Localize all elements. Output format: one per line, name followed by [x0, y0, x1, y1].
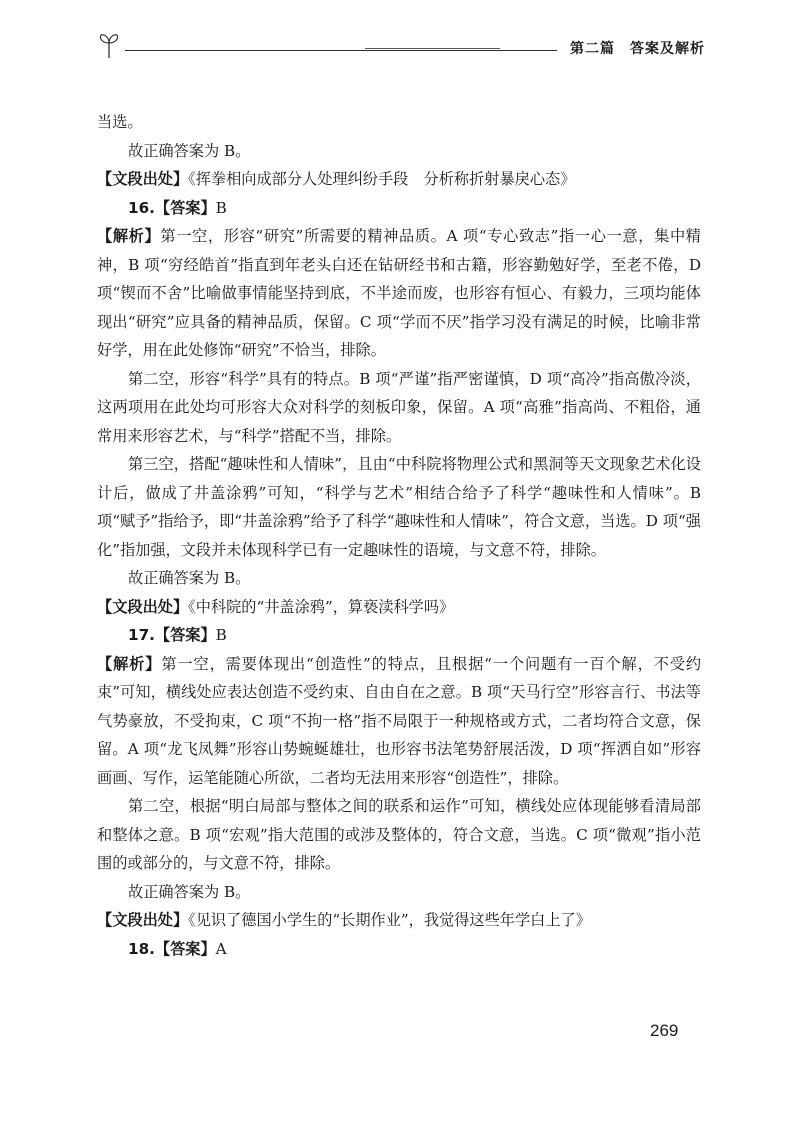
paragraph-text: 《挥拳相向成部分人处理纠纷手段 分析称折射暴戾心态》 — [188, 170, 576, 188]
paragraph — [97, 194, 701, 223]
paragraph — [97, 878, 701, 907]
header-rule — [125, 50, 557, 51]
paragraph — [97, 906, 701, 935]
paragraph — [97, 222, 701, 365]
paragraph-text: B — [215, 198, 227, 217]
paragraph-tag: 16.【答案】 — [128, 198, 216, 217]
paragraph-tag: 【解析】 — [97, 654, 162, 673]
paragraph — [97, 935, 701, 964]
page-body — [97, 108, 701, 963]
paragraph — [97, 450, 701, 564]
paragraph-text: 《见识了德国小学生的“长期作业”，我觉得这些年学白上了》 — [188, 911, 591, 929]
page-number: 269 — [650, 1021, 679, 1040]
paragraph-text: 第一空，需要体现出“创造性”的特点，且根据“一个问题有一百个解，不受约束”可知，横线处应表达创造不受约束、自由自在之意。B 项“天马行空”形容言行、书法等气势豪放，不受拘束，C 项“不拘一格”指不局限于一种规格或方式，二者均符合文意，保留。A 项“龙飞凤舞”形容山势蜿蜒雄壮，也形容书法笔势舒展活泼，D 项“挥洒自如”形容画画、写作，运笔能随心所欲，二者均无法用来形容“创造性”，排除。 — [97, 654, 702, 787]
paragraph-text: 故正确答案为 B。 — [128, 882, 251, 901]
paragraph-text: 《中科院的“井盖涂鸦”，算亵渎科学吗》 — [188, 597, 455, 616]
paragraph-tag: 【文段出处】 — [97, 170, 189, 188]
paragraph-tag: 【文段出处】 — [97, 597, 189, 616]
paragraph — [97, 365, 701, 451]
paragraph — [97, 650, 701, 793]
header-rule-accent — [365, 48, 500, 49]
paragraph-text: 当选。 — [97, 113, 143, 131]
sprout-icon — [95, 30, 123, 60]
paragraph-text: 故正确答案为 B。 — [128, 569, 251, 587]
paragraph-text: 第二空，根据“明白局部与整体之间的联系和运作”可知，横线处应体现能够看清局部和整体之意。B 项“宏观”指大范围的或涉及整体的，符合文意，当选。C 项“微观”指小范围的或部分的，与文意不符，排除。 — [97, 797, 701, 872]
paragraph-text: 第三空，搭配“趣味性和人情味”，且由“中科院将物理公式和黑洞等天文现象艺术化设计后，做成了井盖涂鸦”可知，“科学与艺术”相结合给予了科学“趣味性和人情味”。B 项“赋予”指给予，即“井盖涂鸦”给予了科学“趣味性和人情味”，符合文意，当选。D 项“强化”指加强，文段并未体现科学已有一定趣味性的语境，与文意不符，排除。 — [97, 455, 701, 559]
paragraph — [97, 564, 701, 593]
paragraph-tag: 17.【答案】 — [128, 626, 216, 644]
paragraph-text: 第一空，形容“研究”所需要的精神品质。A 项“专心致志”指一心一意，集中精神，B 项“穷经皓首”指直到年老头白还在钻研经书和古籍，形容勤勉好学，至老不倦，D 项“锲而不舍”比喻做事情能坚持到底，不半途而废，也形容有恒心、有毅力，三项均能体现出“研究”应具备的精神品质，保留。C 项“学而不厌”指学习没有满足的时候，比喻非常好学，用在此处修饰“研究”不恰当，排除。 — [97, 227, 701, 359]
paragraph-text: 第二空，形容“科学”具有的特点。B 项“严谨”指严密谨慎，D 项“高冷”指高傲冷淡，这两项用在此处均可形容大众对科学的刻板印象，保留。A 项“高雅”指高尚、不粗俗，通常用来形容艺术，与“科学”搭配不当，排除。 — [97, 369, 701, 445]
paragraph — [97, 593, 701, 622]
paragraph-text: 故正确答案为 B。 — [128, 141, 251, 160]
paragraph — [97, 792, 701, 878]
paragraph-text: B — [215, 626, 227, 644]
paragraph — [97, 165, 701, 194]
paragraph-text: A — [215, 939, 227, 958]
paragraph-tag: 18.【答案】 — [128, 939, 216, 958]
paragraph — [97, 108, 701, 137]
paragraph-tag: 【解析】 — [97, 227, 161, 245]
paragraph — [97, 137, 701, 166]
header-title: 第二篇 答案及解析 — [570, 41, 705, 57]
paragraph-tag: 【文段出处】 — [97, 911, 189, 929]
running-header — [95, 30, 705, 64]
paragraph — [97, 621, 701, 650]
